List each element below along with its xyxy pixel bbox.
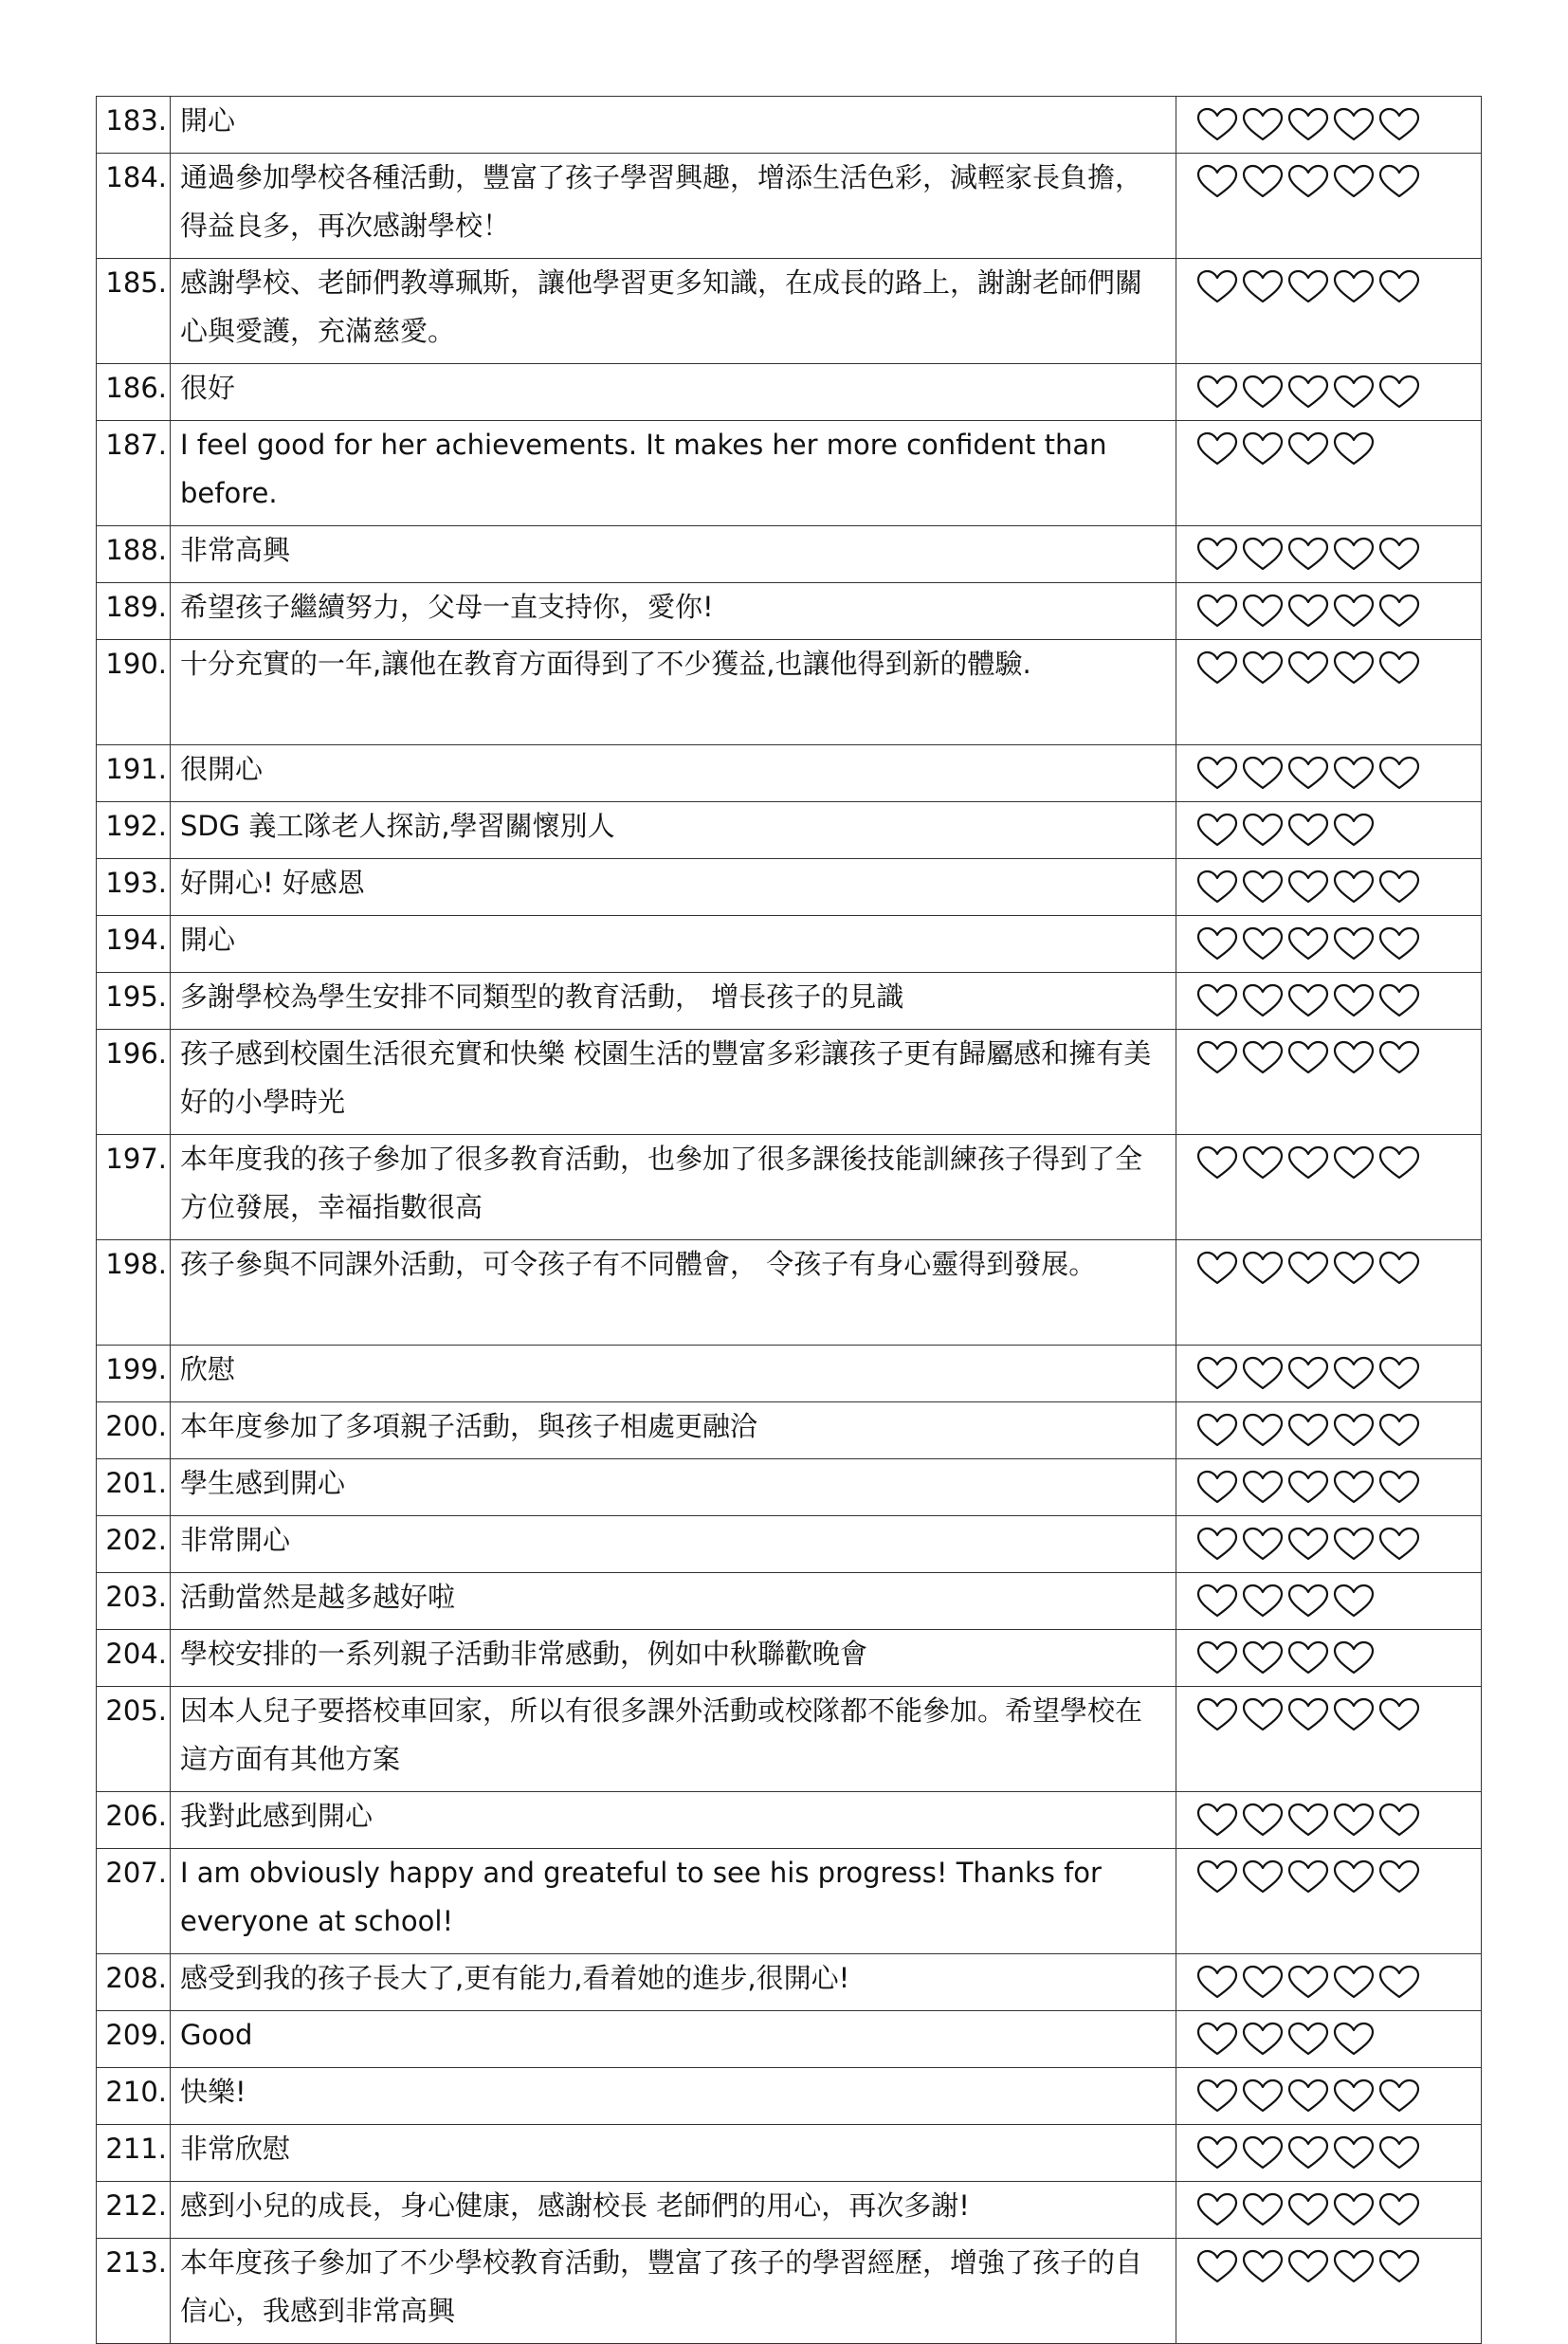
heart-outline-icon	[1195, 1411, 1239, 1449]
heart-outline-icon	[1241, 105, 1285, 143]
heart-outline-icon	[1286, 925, 1330, 962]
heart-outline-icon	[1332, 592, 1376, 630]
heart-outline-icon	[1195, 430, 1239, 467]
heart-outline-icon	[1241, 430, 1285, 467]
heart-outline-icon	[1241, 1144, 1285, 1181]
heart-outline-icon	[1286, 754, 1330, 792]
heart-outline-icon	[1195, 1468, 1239, 1506]
heart-outline-icon	[1377, 162, 1421, 200]
heart-outline-icon	[1241, 267, 1285, 305]
heart-outline-icon	[1286, 1411, 1330, 1449]
heart-outline-icon	[1377, 1525, 1421, 1563]
heart-rating	[1176, 745, 1482, 802]
heart-outline-icon	[1241, 1411, 1285, 1449]
table-row	[97, 1954, 1482, 2011]
heart-rating	[1176, 583, 1482, 640]
heart-rating	[1176, 97, 1482, 154]
row-number: 201.	[97, 1459, 171, 1516]
heart-outline-icon	[1195, 1144, 1239, 1181]
heart-outline-icon	[1195, 1249, 1239, 1287]
row-number: 194.	[97, 916, 171, 973]
comment-text: 很好	[171, 364, 1176, 421]
heart-outline-icon	[1241, 754, 1285, 792]
table-row	[97, 1030, 1482, 1135]
heart-outline-icon	[1241, 373, 1285, 411]
comment-text: 好開心! 好感恩	[171, 859, 1176, 916]
table-row	[97, 2125, 1482, 2182]
comment-text: 多謝學校為學生安排不同類型的教育活動， 增長孩子的見識	[171, 973, 1176, 1030]
row-number: 189.	[97, 583, 171, 640]
comment-text: 本年度參加了多項親子活動，與孩子相處更融洽	[171, 1402, 1176, 1459]
heart-outline-icon	[1195, 1639, 1239, 1676]
comment-text: 非常欣慰	[171, 2125, 1176, 2182]
row-number: 199.	[97, 1346, 171, 1402]
heart-outline-icon	[1286, 811, 1330, 849]
heart-outline-icon	[1195, 1963, 1239, 2001]
heart-rating	[1176, 364, 1482, 421]
heart-outline-icon	[1332, 868, 1376, 906]
heart-rating	[1176, 1792, 1482, 1849]
heart-outline-icon	[1332, 2133, 1376, 2171]
heart-rating	[1176, 1687, 1482, 1792]
row-number: 195.	[97, 973, 171, 1030]
comment-text: SDG 義工隊老人探訪,學習關懷別人	[171, 802, 1176, 859]
heart-outline-icon	[1377, 535, 1421, 573]
heart-rating	[1176, 526, 1482, 583]
heart-outline-icon	[1377, 925, 1421, 962]
table-row	[97, 2239, 1482, 2344]
row-number: 212.	[97, 2182, 171, 2239]
row-number: 206.	[97, 1792, 171, 1849]
heart-outline-icon	[1195, 649, 1239, 687]
table-row	[97, 1346, 1482, 1402]
heart-outline-icon	[1332, 162, 1376, 200]
heart-outline-icon	[1286, 1695, 1330, 1733]
heart-outline-icon	[1377, 1411, 1421, 1449]
table-row	[97, 364, 1482, 421]
table-row	[97, 526, 1482, 583]
row-number: 210.	[97, 2068, 171, 2125]
heart-rating	[1176, 1849, 1482, 1954]
heart-outline-icon	[1195, 1525, 1239, 1563]
heart-outline-icon	[1377, 868, 1421, 906]
row-number: 183.	[97, 97, 171, 154]
heart-rating	[1176, 1573, 1482, 1630]
heart-rating	[1176, 421, 1482, 526]
heart-outline-icon	[1195, 868, 1239, 906]
heart-outline-icon	[1332, 2020, 1376, 2058]
heart-outline-icon	[1286, 1801, 1330, 1839]
heart-outline-icon	[1195, 2133, 1239, 2171]
heart-rating	[1176, 2068, 1482, 2125]
row-number: 205.	[97, 1687, 171, 1792]
heart-outline-icon	[1195, 1582, 1239, 1620]
heart-outline-icon	[1195, 754, 1239, 792]
heart-outline-icon	[1286, 981, 1330, 1019]
comment-text: 很開心	[171, 745, 1176, 802]
heart-outline-icon	[1286, 430, 1330, 467]
table-row	[97, 1687, 1482, 1792]
heart-rating	[1176, 1516, 1482, 1573]
row-number: 193.	[97, 859, 171, 916]
row-number: 190.	[97, 640, 171, 745]
heart-outline-icon	[1332, 1858, 1376, 1895]
heart-outline-icon	[1332, 925, 1376, 962]
heart-rating	[1176, 1240, 1482, 1346]
heart-outline-icon	[1332, 1695, 1376, 1733]
comment-text: 感到小兒的成長，身心健康，感謝校長 老師們的用心，再次多謝!	[171, 2182, 1176, 2239]
heart-rating	[1176, 1459, 1482, 1516]
heart-outline-icon	[1332, 1468, 1376, 1506]
table-row	[97, 1516, 1482, 1573]
heart-outline-icon	[1195, 105, 1239, 143]
row-number: 202.	[97, 1516, 171, 1573]
heart-outline-icon	[1241, 1468, 1285, 1506]
heart-outline-icon	[1241, 925, 1285, 962]
heart-outline-icon	[1377, 1468, 1421, 1506]
heart-outline-icon	[1195, 2077, 1239, 2115]
heart-outline-icon	[1286, 1582, 1330, 1620]
heart-outline-icon	[1241, 2190, 1285, 2228]
heart-outline-icon	[1241, 1801, 1285, 1839]
comment-text: 感受到我的孩子長大了,更有能力,看着她的進步,很開心!	[171, 1954, 1176, 2011]
heart-rating	[1176, 1630, 1482, 1687]
table-row	[97, 2068, 1482, 2125]
heart-outline-icon	[1332, 1963, 1376, 2001]
heart-outline-icon	[1377, 592, 1421, 630]
heart-outline-icon	[1195, 162, 1239, 200]
heart-rating	[1176, 973, 1482, 1030]
heart-outline-icon	[1286, 373, 1330, 411]
row-number: 184.	[97, 154, 171, 259]
heart-outline-icon	[1241, 868, 1285, 906]
heart-outline-icon	[1377, 2247, 1421, 2285]
heart-outline-icon	[1286, 2247, 1330, 2285]
heart-outline-icon	[1332, 981, 1376, 1019]
heart-rating	[1176, 154, 1482, 259]
heart-rating	[1176, 2239, 1482, 2344]
row-number: 197.	[97, 1135, 171, 1240]
heart-outline-icon	[1241, 811, 1285, 849]
comment-text: 我對此感到開心	[171, 1792, 1176, 1849]
heart-outline-icon	[1286, 1525, 1330, 1563]
heart-outline-icon	[1286, 267, 1330, 305]
comment-text: 非常高興	[171, 526, 1176, 583]
comment-text: 開心	[171, 916, 1176, 973]
heart-outline-icon	[1286, 1249, 1330, 1287]
heart-outline-icon	[1241, 1249, 1285, 1287]
table-row	[97, 1240, 1482, 1346]
heart-outline-icon	[1195, 2020, 1239, 2058]
heart-outline-icon	[1332, 430, 1376, 467]
table-row	[97, 1630, 1482, 1687]
heart-outline-icon	[1241, 2133, 1285, 2171]
heart-outline-icon	[1195, 267, 1239, 305]
heart-outline-icon	[1332, 373, 1376, 411]
heart-outline-icon	[1195, 373, 1239, 411]
heart-rating	[1176, 1030, 1482, 1135]
table-row	[97, 1792, 1482, 1849]
table-row	[97, 1135, 1482, 1240]
heart-outline-icon	[1377, 981, 1421, 1019]
heart-outline-icon	[1286, 1354, 1330, 1392]
comment-text: 快樂!	[171, 2068, 1176, 2125]
row-number: 187.	[97, 421, 171, 526]
heart-rating	[1176, 259, 1482, 364]
heart-outline-icon	[1332, 1249, 1376, 1287]
heart-outline-icon	[1332, 1038, 1376, 1076]
comment-text: 孩子參與不同課外活動，可令孩子有不同體會， 令孩子有身心靈得到發展。	[171, 1240, 1176, 1346]
comment-text: 學校安排的一系列親子活動非常感動，例如中秋聯歡晚會	[171, 1630, 1176, 1687]
heart-outline-icon	[1332, 1354, 1376, 1392]
heart-outline-icon	[1286, 1858, 1330, 1895]
heart-outline-icon	[1195, 981, 1239, 1019]
heart-outline-icon	[1195, 592, 1239, 630]
heart-rating	[1176, 1135, 1482, 1240]
row-number: 211.	[97, 2125, 171, 2182]
heart-outline-icon	[1332, 649, 1376, 687]
heart-outline-icon	[1286, 1468, 1330, 1506]
heart-outline-icon	[1332, 2190, 1376, 2228]
heart-outline-icon	[1332, 2247, 1376, 2285]
heart-outline-icon	[1241, 1858, 1285, 1895]
heart-rating	[1176, 1346, 1482, 1402]
heart-outline-icon	[1332, 2077, 1376, 2115]
comment-text: 學生感到開心	[171, 1459, 1176, 1516]
heart-outline-icon	[1241, 1695, 1285, 1733]
comment-text: 孩子感到校園生活很充實和快樂 校園生活的豐富多彩讓孩子更有歸屬感和擁有美好的小學時光	[171, 1030, 1176, 1135]
heart-outline-icon	[1241, 1582, 1285, 1620]
heart-outline-icon	[1332, 535, 1376, 573]
heart-outline-icon	[1286, 1144, 1330, 1181]
heart-outline-icon	[1377, 2133, 1421, 2171]
table-row	[97, 1573, 1482, 1630]
heart-outline-icon	[1377, 373, 1421, 411]
heart-outline-icon	[1332, 105, 1376, 143]
heart-outline-icon	[1241, 162, 1285, 200]
heart-outline-icon	[1195, 1858, 1239, 1895]
heart-outline-icon	[1377, 1144, 1421, 1181]
heart-outline-icon	[1377, 1038, 1421, 1076]
comment-text: 本年度我的孩子參加了很多教育活動，也參加了很多課後技能訓練孩子得到了全方位發展，幸福指數很高	[171, 1135, 1176, 1240]
heart-outline-icon	[1332, 1582, 1376, 1620]
row-number: 213.	[97, 2239, 171, 2344]
heart-rating	[1176, 2182, 1482, 2239]
comment-text: 十分充實的一年,讓他在教育方面得到了不少獲益,也讓他得到新的體驗.	[171, 640, 1176, 745]
comment-text: 希望孩子繼續努力，父母一直支持你，愛你!	[171, 583, 1176, 640]
heart-outline-icon	[1195, 1801, 1239, 1839]
table-row	[97, 2182, 1482, 2239]
heart-outline-icon	[1286, 1963, 1330, 2001]
table-row	[97, 97, 1482, 154]
heart-outline-icon	[1332, 1801, 1376, 1839]
row-number: 188.	[97, 526, 171, 583]
heart-outline-icon	[1195, 1695, 1239, 1733]
heart-outline-icon	[1332, 754, 1376, 792]
table-row	[97, 640, 1482, 745]
heart-rating	[1176, 1954, 1482, 2011]
heart-rating	[1176, 2125, 1482, 2182]
heart-rating	[1176, 802, 1482, 859]
row-number: 191.	[97, 745, 171, 802]
row-number: 209.	[97, 2011, 171, 2068]
table-row	[97, 802, 1482, 859]
heart-outline-icon	[1195, 2190, 1239, 2228]
heart-outline-icon	[1332, 1411, 1376, 1449]
heart-outline-icon	[1332, 1525, 1376, 1563]
row-number: 200.	[97, 1402, 171, 1459]
row-number: 207.	[97, 1849, 171, 1954]
heart-outline-icon	[1377, 1249, 1421, 1287]
table-row	[97, 859, 1482, 916]
heart-outline-icon	[1377, 1963, 1421, 2001]
heart-outline-icon	[1377, 1354, 1421, 1392]
table-row	[97, 154, 1482, 259]
heart-outline-icon	[1332, 811, 1376, 849]
row-number: 198.	[97, 1240, 171, 1346]
heart-outline-icon	[1241, 1525, 1285, 1563]
heart-outline-icon	[1377, 1695, 1421, 1733]
row-number: 204.	[97, 1630, 171, 1687]
comment-text: I am obviously happy and greateful to see his progress! Thanks for everyone at school!	[171, 1849, 1176, 1954]
heart-outline-icon	[1332, 1144, 1376, 1181]
table-row	[97, 2011, 1482, 2068]
heart-outline-icon	[1377, 2077, 1421, 2115]
table-row	[97, 1459, 1482, 1516]
comment-text: 感謝學校、老師們教導珮斯，讓他學習更多知識，在成長的路上，謝謝老師們關心與愛護，充滿慈愛。	[171, 259, 1176, 364]
row-number: 185.	[97, 259, 171, 364]
heart-outline-icon	[1241, 1354, 1285, 1392]
heart-outline-icon	[1332, 267, 1376, 305]
table-row	[97, 1849, 1482, 1954]
heart-outline-icon	[1286, 2133, 1330, 2171]
comment-text: 通過參加學校各種活動，豐富了孩子學習興趣，增添生活色彩，減輕家長負擔，得益良多，再次感謝學校！	[171, 154, 1176, 259]
comment-text: 非常開心	[171, 1516, 1176, 1573]
heart-outline-icon	[1377, 105, 1421, 143]
heart-outline-icon	[1241, 2020, 1285, 2058]
table-row	[97, 1402, 1482, 1459]
row-number: 208.	[97, 1954, 171, 2011]
heart-outline-icon	[1377, 2190, 1421, 2228]
row-number: 196.	[97, 1030, 171, 1135]
heart-outline-icon	[1286, 105, 1330, 143]
heart-outline-icon	[1241, 592, 1285, 630]
comment-text: 欣慰	[171, 1346, 1176, 1402]
comment-text: 因本人兒子要搭校車回家，所以有很多課外活動或校隊都不能參加。希望學校在這方面有其他方案	[171, 1687, 1176, 1792]
heart-outline-icon	[1332, 1639, 1376, 1676]
heart-rating	[1176, 916, 1482, 973]
comment-text: I feel good for her achievements. It makes her more confident than before.	[171, 421, 1176, 526]
heart-outline-icon	[1286, 535, 1330, 573]
heart-outline-icon	[1241, 649, 1285, 687]
heart-outline-icon	[1286, 162, 1330, 200]
heart-outline-icon	[1286, 2077, 1330, 2115]
heart-outline-icon	[1241, 1639, 1285, 1676]
feedback-table	[96, 96, 1482, 2344]
heart-outline-icon	[1195, 535, 1239, 573]
heart-outline-icon	[1241, 1963, 1285, 2001]
heart-outline-icon	[1241, 981, 1285, 1019]
table-row	[97, 745, 1482, 802]
heart-outline-icon	[1377, 267, 1421, 305]
heart-outline-icon	[1195, 2247, 1239, 2285]
comment-text: Good	[171, 2011, 1176, 2068]
heart-outline-icon	[1286, 592, 1330, 630]
heart-outline-icon	[1286, 1639, 1330, 1676]
heart-outline-icon	[1286, 2190, 1330, 2228]
heart-outline-icon	[1241, 1038, 1285, 1076]
table-row	[97, 916, 1482, 973]
heart-outline-icon	[1241, 2247, 1285, 2285]
comment-text: 開心	[171, 97, 1176, 154]
heart-outline-icon	[1377, 649, 1421, 687]
heart-rating	[1176, 1402, 1482, 1459]
table-row	[97, 973, 1482, 1030]
heart-outline-icon	[1195, 925, 1239, 962]
feedback-table-body	[97, 97, 1482, 2344]
heart-outline-icon	[1377, 1801, 1421, 1839]
heart-outline-icon	[1286, 649, 1330, 687]
heart-outline-icon	[1195, 1354, 1239, 1392]
heart-outline-icon	[1377, 754, 1421, 792]
comment-text: 活動當然是越多越好啦	[171, 1573, 1176, 1630]
heart-outline-icon	[1377, 1858, 1421, 1895]
feedback-sheet	[96, 96, 1482, 2344]
heart-outline-icon	[1241, 2077, 1285, 2115]
heart-rating	[1176, 2011, 1482, 2068]
row-number: 192.	[97, 802, 171, 859]
heart-rating	[1176, 640, 1482, 745]
comment-text: 本年度孩子參加了不少學校教育活動，豐富了孩子的學習經歷，增強了孩子的自信心，我感到非常高興	[171, 2239, 1176, 2344]
row-number: 203.	[97, 1573, 171, 1630]
heart-outline-icon	[1241, 535, 1285, 573]
row-number: 186.	[97, 364, 171, 421]
heart-outline-icon	[1286, 2020, 1330, 2058]
heart-outline-icon	[1286, 868, 1330, 906]
heart-outline-icon	[1195, 1038, 1239, 1076]
table-row	[97, 583, 1482, 640]
table-row	[97, 421, 1482, 526]
heart-rating	[1176, 859, 1482, 916]
heart-outline-icon	[1195, 811, 1239, 849]
table-row	[97, 259, 1482, 364]
heart-outline-icon	[1286, 1038, 1330, 1076]
